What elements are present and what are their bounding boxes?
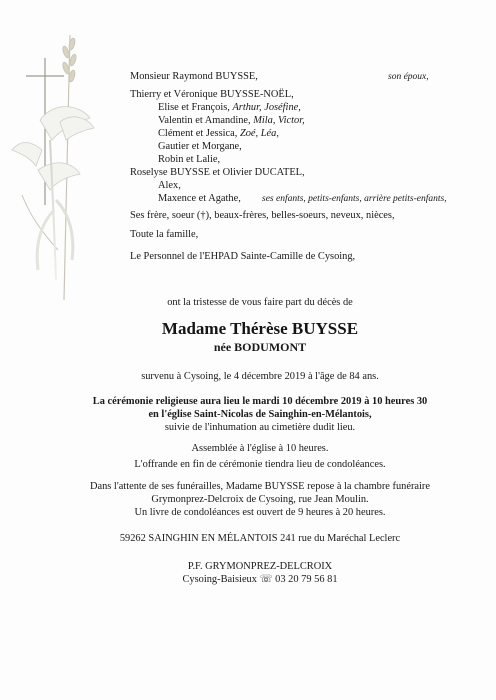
funeral-director-name: P.F. GRYMONPREZ-DELCROIX (187, 561, 333, 572)
family-line: Clément et Jessica, Zoé, Léa, (158, 128, 279, 139)
family-spouse-role: son époux, (388, 72, 429, 82)
lily-flower-icon (12, 107, 94, 280)
funeral-home-line-3: Un livre de condoléances est ouvert de 9 heures à 20 heures. (134, 507, 386, 518)
gathering-line: Assemblée à l'église à 10 heures. (191, 443, 329, 454)
family-line: Thierry et Véronique BUYSSE-NOËL, (130, 89, 294, 100)
deceased-name: Madame Thérèse BUYSSE (161, 319, 359, 338)
announcement-intro: ont la tristesse de vous faire part du décès de (167, 297, 353, 308)
ceremony-line-1: La cérémonie religieuse aura lieu le mardi 10 décembre 2019 à 10 heures 30 (92, 396, 428, 407)
family-address: 59262 SAINGHIN EN MÉLANTOIS 241 rue du Maréchal Leclerc (119, 533, 401, 544)
ceremony-line-2: en l'église Saint-Nicolas de Sainghin-en-Mélantois, (148, 409, 372, 420)
ceremony-line-3: suivie de l'inhumation au cimetière dudit lieu. (164, 422, 356, 433)
siblings-line: Ses frère, soeur (†), beaux-frères, belles-soeurs, neveux, nièces, (130, 210, 395, 221)
family-line: Alex, (158, 180, 181, 191)
family-line: Valentin et Amandine, Mila, Victor, (158, 115, 305, 126)
family-line: Robin et Lalie, (158, 154, 221, 165)
lily-cross-decoration (0, 0, 130, 330)
funeral-home-line-2: Grymonprez-Delcroix de Cysoing, rue Jean Moulin. (151, 494, 369, 505)
family-descendants-role: ses enfants, petits-enfants, arrière petits-enfants, (262, 194, 447, 204)
staff-line: Le Personnel de l'EHPAD Sainte-Camille de Cysoing, (130, 251, 356, 262)
maiden-name: née BODUMONT (213, 340, 307, 354)
funeral-home-line-1: Dans l'attente de ses funérailles, Madame BUYSSE repose à la chambre funéraire (89, 481, 431, 492)
phone-icon: ☏ (259, 574, 273, 585)
family-line: Elise et François, Arthur, Joséfine, (158, 102, 301, 113)
family-line: Roselyse BUYSSE et Olivier DUCATEL, (130, 167, 305, 178)
death-details: survenu à Cysoing, le 4 décembre 2019 à l'âge de 84 ans. (141, 371, 379, 382)
family-line: Gautier et Morgane, (158, 141, 242, 152)
family-line-spouse: Monsieur Raymond BUYSSE, (130, 71, 258, 82)
whole-family-line: Toute la famille, (130, 229, 199, 240)
condolence-offering-line: L'offrande en fin de cérémonie tiendra lieu de condoléances. (134, 459, 386, 470)
family-line: Maxence et Agathe, (158, 193, 241, 204)
funeral-director-contact: Cysoing-Baisieux ☏ 03 20 79 56 81 (182, 574, 338, 585)
